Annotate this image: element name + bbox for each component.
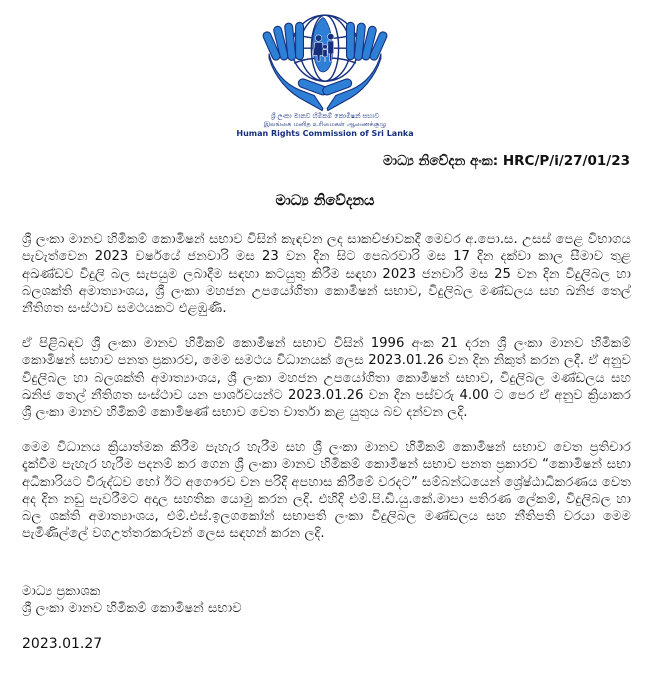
logo-name-sinhala: ශ්‍රී ලංකා මානව හිමිකම් කොමිෂන් සභාව (270, 112, 380, 120)
logo-name-tamil: இலங்கை மனித உரிமைகள் ஆணைக்குழு (263, 120, 387, 129)
document-date: 2023.01.27 (22, 635, 103, 652)
signature-role: මාධ්‍ය ප්‍රකාශක (22, 583, 101, 599)
page-title: මාධ්‍ය නිවේදනය (275, 193, 375, 210)
signature-organization: ශ්‍රී ලංකා මානව හිමිකම් කොමිෂන් සභාව (22, 601, 242, 616)
hands-globe-logo-icon (245, 8, 405, 112)
signature-block (0, 583, 650, 618)
hrc-logo (230, 8, 420, 139)
paragraph-2: ඒ පිළිබඳව ශ්‍රී ලංකා මානව හිමිකම් කොමිෂන් සභාව විසින් 1996 අංක 21 දරන ශ්‍රී ලංකා මානව හිමිකම් කොමිෂන් සභාව පනත ප්‍රකාරව, මෙම සමථය විධානයක් ලෙස 2023.01.26 වන දින නිකුත් කරන ලදී. ඒ අනුව විදුලිබල හා බලශක්ති අමාත්‍යාංශය, ශ්‍රී ලංකා මහජන උපයෝගිතා කොමිෂන් සභාව, විදුලිබල මණ්ඩලය සහ ඛනිජ තෙල් නීතිගත සංස්ථාව යන පාර්ශවයන්ට 2023.01.26 වන දින පස්වරු 4.00 ට පෙර ඒ අනුව ක්‍රියාකර ශ්‍රී ලංකා මානව හිමිකම් කොමිෂණ් සභාව වෙත වාර්තා කළ යුතුය බව දන්වන ලදි. (22, 336, 631, 421)
document-body (0, 231, 650, 542)
paragraph-3: මෙම විධානය ක්‍රියාත්මක කිරීම පැහැර හැරීම සහ ශ්‍රී ලංකා මානව හිමිකම් කොමිෂන් සභාව වෙත ප්‍රතිචාර දැක්වීම පැහැර හැරීම පදනම් කර ගෙන ශ්‍රී ලංකා මානව හිමිකම් කොමිෂන් සභාව පනත ප්‍රකාරව “කොමිෂන් සභා අධිකාරියට විරුද්ධව හෝ ඊට අගෞරව වන පරිදි අපහාස කිරීමේ වරදට” සම්බන්ධයෙන් ශ්‍රේෂ්ඨාධිකරණය වෙත අද දින නඩු පැවරීමට අදාල සහතික යොමු කරන ලදි. එහිදි එම්.පි.ඩි.යු.කේ.මාපා පතිරණ ලේකම්, විදුලිබල හා බල ශක්ති අමාත්‍යාංශය, එම්.එස්.ඉලගකෝන් සභාපති ලංකා විදුලිබල මණ්ඩලය සහ නීතිපති වරයා මෙම පැමිණිල්ලේ වගඋත්තරකරුවන් ලෙස සඳහන් කරන ලදි. (22, 440, 631, 542)
paragraph-1: ශ්‍රී ලංකා මානව හිමිකම් කොමිෂන් සභාව විසින් කැඳවන ලද සාකච්ඡාවකදී මෙවර අ.පො.ස. උසස් පෙළ විභාගය පැවැත්වෙන 2023 වර්ෂයේ ජනවාරි මස 23 වන දින සිට පෙබරවාරි මස 17 දින දක්වා කාල සීමාව තුළ අඛණ්ඩව විදුලි බල සැපයුම ලබාදීම සඳහා කටයුතු කිරීම සඳහා 2023 ජනවාරි මස 25 වන දින විදුලිබල හා බලශක්ති අමාත්‍යාංශය, ශ්‍රී ලංකා මහජන උපයෝගිතා කොමිෂන් සභාව, විදුලිබල මණ්ඩලය සහ ඛනිජ තෙල් නීතිගත සංස්ථාව සමථයකට එළඹුණි. (22, 232, 631, 317)
press-release-number: මාධ්‍ය නිවේදන අංක: HRC/P/i/27/01/23 (382, 153, 630, 170)
logo-name-english: Human Rights Commission of Sri Lanka (236, 129, 414, 139)
